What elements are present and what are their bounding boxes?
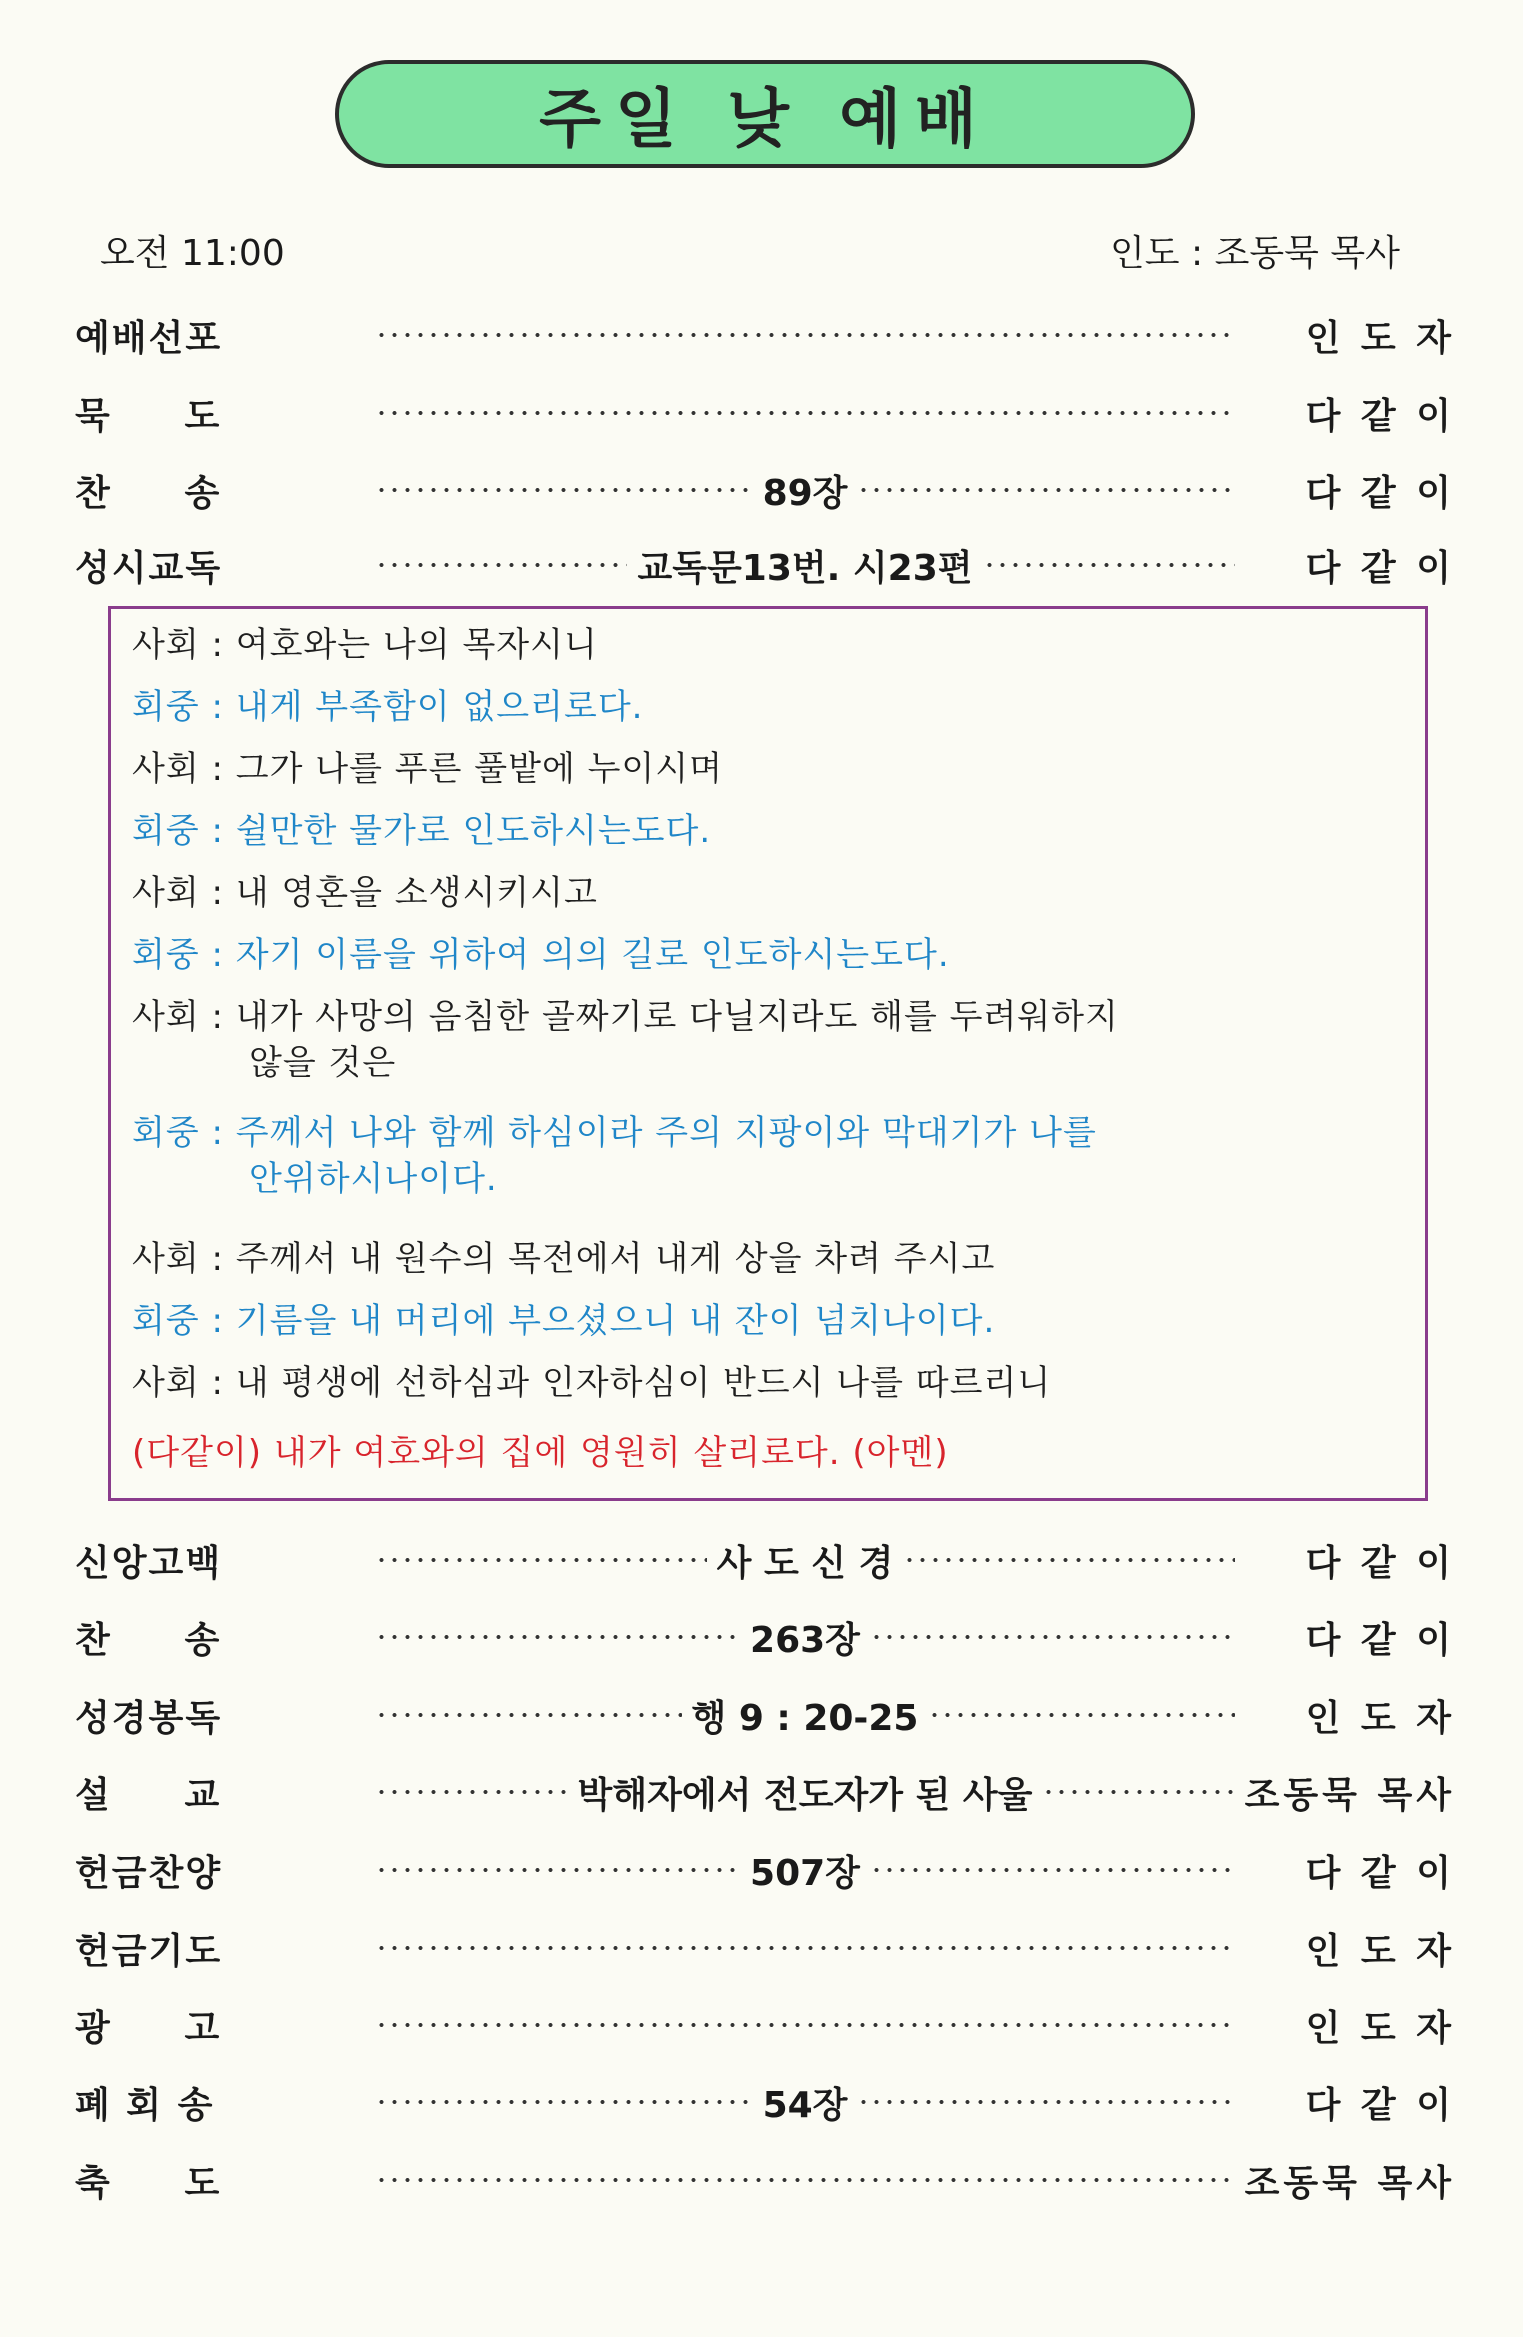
reading-text-continued: 안위하시나이다. (249, 1159, 498, 1199)
reading-role: 사회 : (132, 873, 236, 913)
order-item-label: 폐 회 송 (75, 2084, 215, 2126)
order-item-label: 찬 송 (75, 472, 222, 514)
reading-text: 내가 사망의 음침한 골짜기로 다닐지라도 해를 두려워하지 (235, 997, 1119, 1037)
reading-role: 회중 : (132, 687, 236, 727)
reading-role: 회중 : (132, 1301, 236, 1341)
order-item-performer: 인 도 자 (1305, 1930, 1455, 1972)
reading-text: 내 평생에 선하심과 인자하심이 반드시 나를 따르리니 (235, 1363, 1052, 1403)
order-item-label: 예배선포 (75, 317, 223, 359)
reading-line (132, 1298, 1282, 1344)
order-item-performer: 다 같 이 (1305, 1852, 1455, 1894)
order-item-label: 찬 송 (75, 1619, 222, 1661)
order-item-leader-dots (375, 465, 1235, 516)
order-item-detail: 89장 (762, 472, 848, 514)
order-item-performer: 다 같 이 (1305, 1619, 1455, 1661)
reading-text-continued: 않을 것은 (249, 1043, 397, 1083)
order-item (75, 535, 1455, 595)
order-item-leader-dots (375, 410, 1235, 416)
order-item-leader-dots (375, 540, 1235, 591)
order-item-leader-dots (375, 332, 1235, 338)
reading-text: 내 영혼을 소생시키시고 (235, 873, 598, 913)
order-item-performer: 인 도 자 (1305, 2007, 1455, 2049)
order-item-leader-dots (375, 1612, 1235, 1663)
order-item-label: 묵 도 (75, 395, 222, 437)
reading-line (132, 622, 1282, 668)
order-item-label: 설 교 (75, 1774, 222, 1816)
order-item-performer: 다 같 이 (1305, 2084, 1455, 2126)
order-item-performer: 인 도 자 (1305, 1697, 1455, 1739)
reading-line (132, 746, 1282, 792)
order-item-performer: 다 같 이 (1305, 1542, 1455, 1584)
title-banner (335, 60, 1195, 168)
reading-role: 사회 : (132, 749, 236, 789)
reading-line (132, 1110, 1282, 1202)
order-item-leader-dots (375, 2177, 1235, 2183)
order-item-detail: 사 도 신 경 (716, 1542, 894, 1584)
order-item-leader-dots (375, 1767, 1235, 1818)
order-item-leader-dots (375, 2022, 1235, 2028)
reading-text: 쉴만한 물가로 인도하시는도다. (235, 811, 712, 851)
service-time: 오전 11:00 (100, 233, 285, 274)
reading-text: 기름을 내 머리에 부으셨으니 내 잔이 넘치나이다. (235, 1301, 996, 1341)
reading-role: 회중 : (132, 1113, 236, 1153)
order-item-performer: 조동묵 목사 (1244, 2162, 1455, 2204)
reading-text: 자기 이름을 위하여 의의 길로 인도하시는도다. (235, 935, 950, 975)
order-item-leader-dots (375, 1945, 1235, 1951)
order-item (75, 1530, 1455, 1590)
reading-line (132, 1360, 1282, 1406)
order-item (75, 2072, 1455, 2132)
order-item-label: 축 도 (75, 2162, 222, 2204)
order-item (75, 1918, 1455, 1978)
reading-role: 사회 : (132, 1363, 236, 1403)
reading-text: 그가 나를 푸른 풀밭에 누이시며 (235, 749, 723, 789)
reading-text: 내가 여호와의 집에 영원히 살리로다. (아멘) (273, 1433, 949, 1473)
reading-text: 주께서 나와 함께 하심이라 주의 지팡이와 막대기가 나를 (235, 1113, 1097, 1153)
reading-line (132, 870, 1282, 916)
order-item-leader-dots (375, 1690, 1235, 1741)
order-item-detail: 교독문13번. 시23편 (637, 547, 973, 589)
order-item-label: 신앙고백 (75, 1542, 223, 1584)
order-item-label: 헌금찬양 (75, 1852, 223, 1894)
reading-role: 사회 : (132, 625, 236, 665)
order-item (75, 1762, 1455, 1822)
reading-line (132, 808, 1282, 854)
order-item-detail: 263장 (750, 1619, 860, 1661)
order-item-detail: 박해자에서 전도자가 된 사울 (577, 1774, 1033, 1816)
order-item-detail: 행 9 : 20-25 (691, 1697, 919, 1739)
order-item-performer: 조동묵 목사 (1244, 1774, 1455, 1816)
reading-line (132, 932, 1282, 978)
service-leader: 인도 : 조동묵 목사 (1110, 233, 1400, 274)
order-item (75, 2150, 1455, 2210)
reading-role: (다같이) (132, 1433, 274, 1473)
order-item (75, 305, 1455, 365)
reading-line (132, 684, 1282, 730)
reading-text: 여호와는 나의 목자시니 (235, 625, 598, 665)
reading-role: 사회 : (132, 1239, 236, 1279)
order-item (75, 1685, 1455, 1745)
reading-line (132, 1430, 1282, 1476)
reading-role: 회중 : (132, 935, 236, 975)
order-item (75, 1607, 1455, 1667)
order-item-detail: 54장 (762, 2084, 848, 2126)
order-item-performer: 다 같 이 (1305, 547, 1455, 589)
reading-line (132, 994, 1282, 1086)
order-item (75, 383, 1455, 443)
order-item-label: 헌금기도 (75, 1930, 223, 1972)
reading-text: 내게 부족함이 없으리로다. (235, 687, 644, 727)
order-item-label: 광 고 (75, 2007, 222, 2049)
order-item (75, 1840, 1455, 1900)
order-item (75, 460, 1455, 520)
reading-text: 주께서 내 원수의 목전에서 내게 상을 차려 주시고 (235, 1239, 996, 1279)
order-item-leader-dots (375, 2077, 1235, 2128)
order-item-performer: 인 도 자 (1305, 317, 1455, 359)
order-item-leader-dots (375, 1845, 1235, 1896)
order-item-detail: 507장 (750, 1852, 860, 1894)
reading-role: 사회 : (132, 997, 236, 1037)
reading-role: 회중 : (132, 811, 236, 851)
order-item-performer: 다 같 이 (1305, 472, 1455, 514)
order-item-leader-dots (375, 1535, 1235, 1586)
order-item-label: 성경봉독 (75, 1697, 223, 1739)
order-item (75, 1995, 1455, 2055)
order-item-performer: 다 같 이 (1305, 395, 1455, 437)
order-item-label: 성시교독 (75, 547, 223, 589)
page-title: 주일 낮 예배 (539, 83, 991, 157)
reading-line (132, 1236, 1282, 1282)
